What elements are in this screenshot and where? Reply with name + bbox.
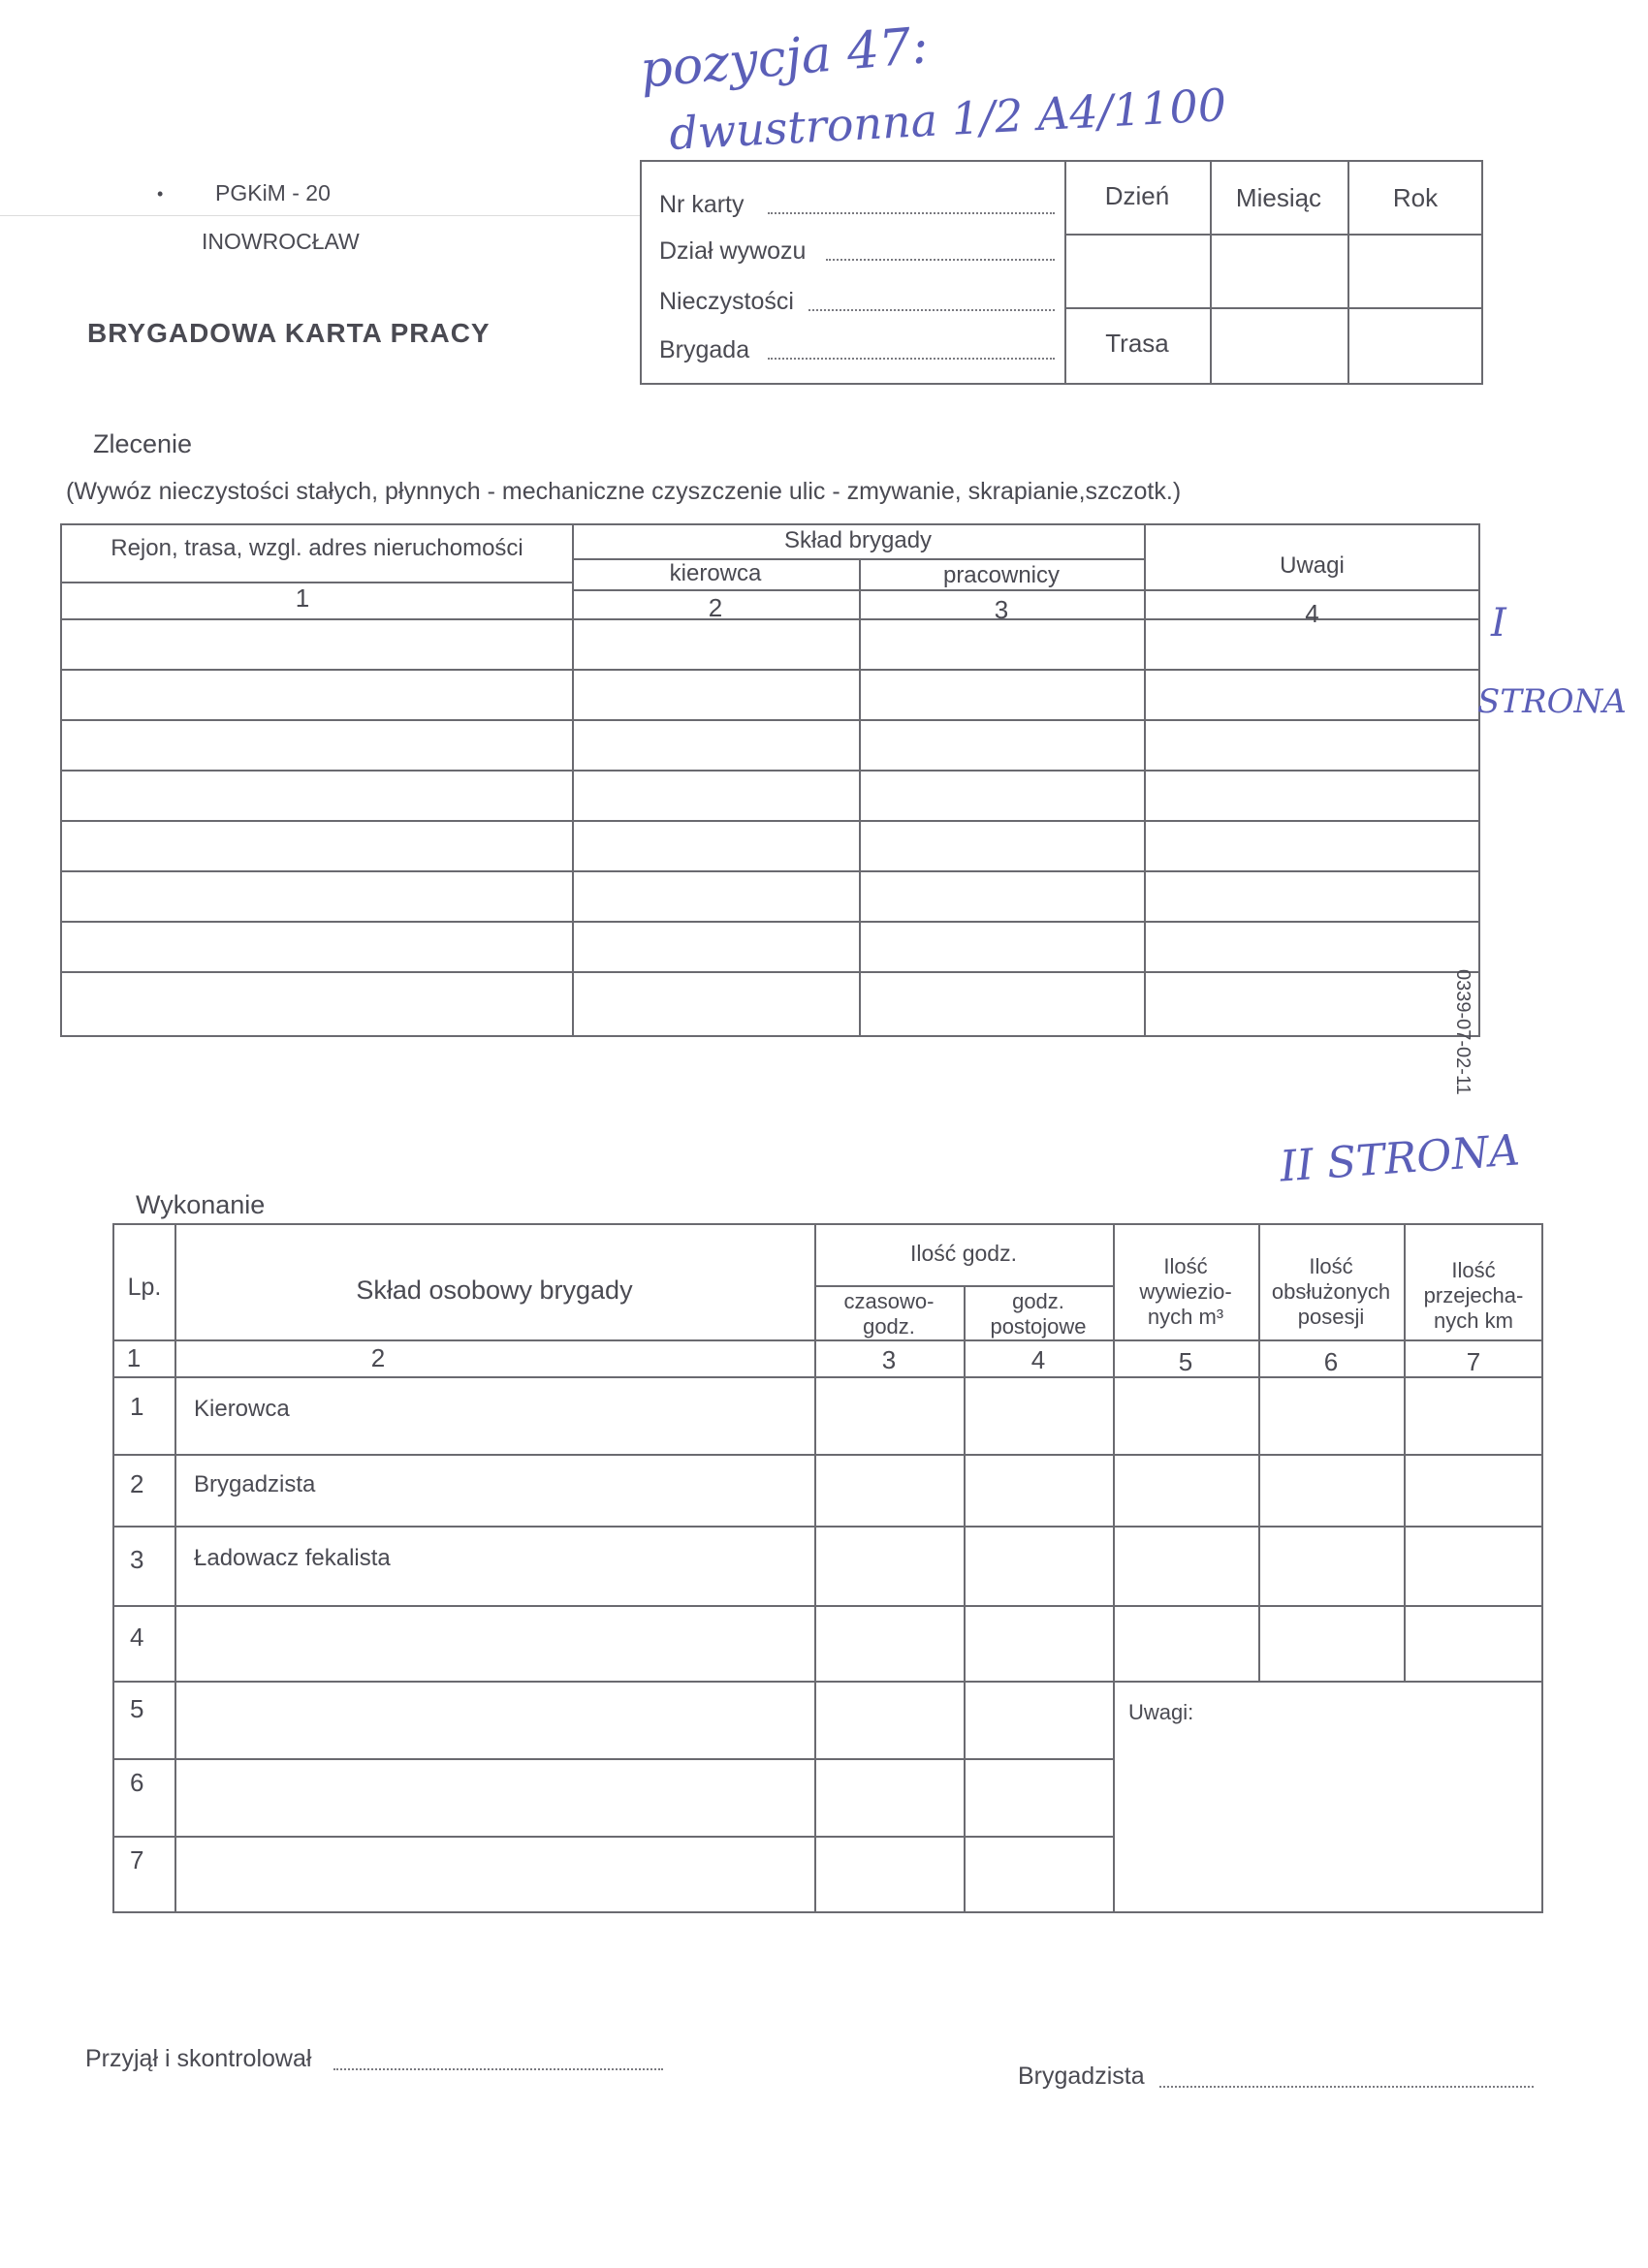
- handwritten-note-line1: pozycja 47:: [637, 16, 931, 100]
- field-brygada-line[interactable]: [768, 358, 1055, 360]
- row-lp-4: 4: [130, 1622, 144, 1652]
- row-name-ladowacz: Ładowacz fekalista: [194, 1545, 391, 1571]
- col-kierowca-header: kierowca: [669, 560, 762, 586]
- section-zlecenie-label: Zlecenie: [93, 429, 193, 458]
- wyk-col-number-3: 3: [881, 1345, 897, 1374]
- wyk-col-number-6: 6: [1323, 1347, 1339, 1376]
- wyk-col-number-4: 4: [1030, 1345, 1046, 1374]
- header-faint-rule: [0, 215, 640, 216]
- zlecenie-description: (Wywóz nieczystości stałych, płynnych - mechaniczne czyszczenie ulic - zmywanie, skrapianie,szczotk.): [66, 478, 1182, 505]
- section-wykonanie-label: Wykonanie: [136, 1190, 266, 1219]
- row-lp-5: 5: [130, 1694, 144, 1723]
- field-nr-karty: Nr karty: [659, 191, 745, 218]
- footer-przyjal-label: Przyjął i skontrolował: [85, 2045, 312, 2072]
- field-nieczystosci: Nieczystości: [659, 288, 794, 315]
- bullet-mark: •: [157, 184, 164, 204]
- col-rejon-header: Rejon, trasa, wzgl. adres nieruchomości: [111, 535, 523, 561]
- field-dzial-wywozu: Dział wywozu: [659, 237, 807, 265]
- field-nieczystosci-line[interactable]: [808, 309, 1055, 311]
- zlecenie-table: [60, 523, 1480, 1037]
- col-pracownicy-header: pracownicy: [942, 562, 1061, 588]
- row-name-brygadzista: Brygadzista: [194, 1471, 316, 1497]
- row-name-kierowca: Kierowca: [194, 1396, 290, 1422]
- form-title: BRYGADOWA KARTA PRACY: [87, 318, 491, 348]
- col-lp-header: Lp.: [127, 1274, 162, 1301]
- footer-brygadzista-signature-line[interactable]: [1159, 2086, 1534, 2088]
- col-sklad-osobowy-header: Skład osobowy brygady: [356, 1276, 633, 1305]
- row-lp-6: 6: [130, 1768, 144, 1797]
- col-sklad-brygady-header: Skład brygady: [783, 527, 933, 553]
- col-postojowe-header: godz. postojowe: [990, 1289, 1087, 1339]
- wykonanie-table: [112, 1223, 1543, 1913]
- row-lp-1: 1: [130, 1392, 144, 1421]
- wyk-col-number-7: 7: [1466, 1347, 1481, 1376]
- wyk-col-number-2: 2: [370, 1343, 386, 1372]
- col-number-3: 3: [994, 595, 1009, 624]
- handwritten-side-ii: II STRONA: [1278, 1125, 1522, 1192]
- footer-brygadzista-label: Brygadzista: [1018, 2063, 1145, 2090]
- org-code: PGKiM - 20: [215, 180, 331, 205]
- handwritten-side-i-word: STRONA: [1477, 682, 1627, 721]
- col-ilosc-godz-header: Ilość godz.: [910, 1241, 1017, 1266]
- label-dzien: Dzień: [1104, 181, 1170, 210]
- field-nr-karty-line[interactable]: [768, 212, 1055, 214]
- uwagi-box-label: Uwagi:: [1128, 1700, 1194, 1724]
- label-rok: Rok: [1392, 183, 1439, 212]
- form-code-vertical: 0339-07-02-11: [1452, 969, 1474, 1095]
- label-trasa: Trasa: [1105, 329, 1169, 358]
- row-lp-3: 3: [130, 1545, 144, 1574]
- wyk-col-number-5: 5: [1178, 1347, 1193, 1376]
- handwritten-side-i: I: [1491, 601, 1506, 646]
- label-miesiac: Miesiąc: [1235, 183, 1322, 212]
- col-obsluzonych-header: Ilość obsłużonych posesji: [1271, 1254, 1391, 1329]
- field-dzial-wywozu-line[interactable]: [826, 259, 1055, 261]
- col-number-1: 1: [295, 583, 310, 613]
- footer-przyjal-signature-line[interactable]: [333, 2068, 663, 2070]
- col-uwagi-header: Uwagi: [1280, 552, 1345, 579]
- row-lp-7: 7: [130, 1845, 144, 1874]
- col-number-4: 4: [1305, 599, 1319, 628]
- info-box: [640, 160, 1483, 385]
- wyk-col-number-1: 1: [126, 1343, 142, 1372]
- col-czasowo-header: czasowo- godz.: [843, 1289, 935, 1339]
- col-number-2: 2: [708, 593, 723, 622]
- field-brygada: Brygada: [659, 336, 750, 363]
- col-przejechanych-header: Ilość przejecha- nych km: [1423, 1258, 1524, 1333]
- handwritten-note-line2: dwustronna 1/2 A4/1100: [667, 78, 1228, 161]
- org-city: INOWROCŁAW: [202, 229, 360, 254]
- col-wywiezionych-header: Ilość wywiezio- nych m³: [1139, 1254, 1232, 1329]
- row-lp-2: 2: [130, 1469, 144, 1498]
